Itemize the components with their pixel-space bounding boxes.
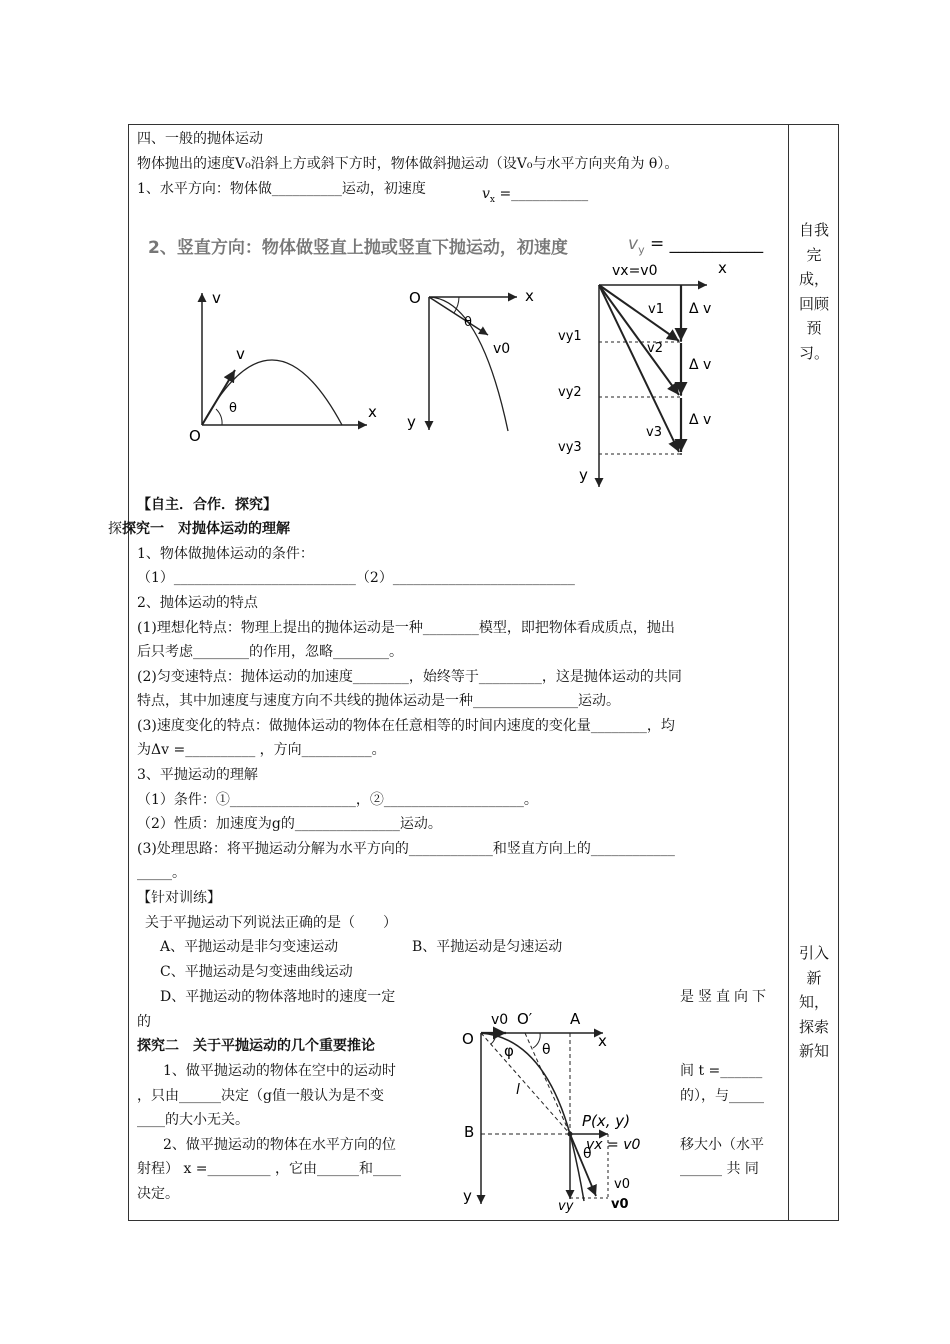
q2-1b: 后只考虑________的作用，忽略________。 <box>137 644 403 660</box>
note1-line-6: 习。 <box>798 343 829 362</box>
training-option-a: A、平抛运动是非匀变速运动 <box>160 939 339 955</box>
explore-heading: 【自主．合作．探究】 <box>137 497 277 513</box>
q3-1: （1）条件：①__________________，②____________________。 <box>137 792 538 808</box>
fig3-top-label: vx=v0 <box>612 263 658 279</box>
inquiry2-title: 探究二 关于平抛运动的几个重要推论 <box>137 1038 375 1054</box>
inquiry2-p1a: 1、做平抛运动的物体在空中的运动时 <box>163 1063 396 1079</box>
training-option-b: B、平抛运动是匀速运动 <box>412 939 563 955</box>
fig3-v2-label: v2 <box>647 341 663 356</box>
inquiry2-p1c: ____的大小无关。 <box>137 1112 249 1128</box>
inquiry2-p1b-right: 的），与_____ <box>680 1088 764 1104</box>
note2-line-4: 探索 <box>798 1017 829 1036</box>
vertical-text: 2、竖直方向：物体做竖直上抛或竖直下抛运动，初速度 <box>148 238 568 258</box>
fig3-dv-label-3: Δ v <box>689 412 712 428</box>
section4-intro: 物体抛出的速度V₀沿斜上方或斜下方时，物体做斜抛运动（设V₀与水平方向夹角为 θ）。 <box>137 156 679 172</box>
table-left-border <box>128 124 129 1221</box>
fig4-phi-label: φ <box>504 1042 514 1060</box>
fig4-theta2-label: θ <box>583 1146 592 1162</box>
horizontal-text: 1、水平方向：物体做__________运动，初速度 <box>137 181 426 197</box>
fig4-l-label: l <box>516 1082 520 1098</box>
fig2-angle-label: θ <box>464 315 472 330</box>
q2-2b: 特点，其中加速度与速度方向不共线的抛体运动是一种_______________运动。 <box>137 693 620 709</box>
fig4-v0-b: v0 <box>611 1197 629 1212</box>
q2-3b: 为Δv =__________ ，方向__________。 <box>137 742 386 758</box>
q1: 1、物体做抛体运动的条件： <box>137 546 314 562</box>
fig4-oprime-label: O′ <box>517 1010 533 1028</box>
fig3-v2-arrow <box>599 285 679 395</box>
figure1-oblique <box>189 289 377 445</box>
inquiry2-p2a: 2、做平抛运动的物体在水平方向的位 <box>163 1137 396 1153</box>
fig1-angle-label: θ <box>229 401 237 416</box>
fig3-vy3-label: vy3 <box>558 440 582 455</box>
vx-sub: x <box>489 194 495 205</box>
fig3-v1-arrow <box>599 285 679 341</box>
fig4-trajectory <box>481 1033 584 1201</box>
fig3-y-label: y <box>579 466 588 484</box>
vy-eq: = ___________ <box>649 234 764 254</box>
note1-line-3: 成， <box>798 270 829 288</box>
note2-line-5: 新知 <box>798 1042 829 1060</box>
fig4-x-label: x <box>598 1032 607 1050</box>
figure4-projectile-inferences <box>458 1006 678 1214</box>
vy-formula <box>628 234 763 256</box>
figures-row <box>175 255 785 490</box>
fig4-y-label: y <box>463 1187 472 1205</box>
fig3-v3-arrow <box>599 285 679 452</box>
section4-horizontal <box>137 180 426 198</box>
inquiry2-p2b-right: ______ 共 同 <box>680 1161 759 1177</box>
note1-line-4: 回顾 <box>798 294 829 313</box>
fig4-point-p <box>568 1132 573 1137</box>
figure2-horizontal <box>407 287 534 431</box>
fig4-vy-label: vy <box>558 1199 574 1214</box>
inquiry2-p1a-right: 间 t =______ <box>680 1063 763 1079</box>
fig2-v0-label: v0 <box>493 341 511 357</box>
vx-formula <box>482 186 588 205</box>
table-bottom-border <box>128 1220 839 1221</box>
inquiry2-p2b: 射程） x =_________ ，它由______和____ <box>137 1161 401 1177</box>
fig2-y-label: y <box>407 413 416 431</box>
q3-2: （2）性质：加速度为g的_______________运动。 <box>137 816 442 832</box>
vx-symbol: v <box>482 186 490 202</box>
fig4-o-label: O <box>462 1030 474 1048</box>
note2-line-1: 引入 <box>798 944 829 962</box>
fig3-x-label: x <box>718 259 727 277</box>
fig4-a-label: A <box>570 1010 581 1028</box>
note1-line-2: 完 <box>806 245 822 264</box>
q2-3a: (3)速度变化的特点：做抛体运动的物体在任意相等的时间内速度的变化量________，均 <box>137 718 675 734</box>
section4-title: 四、一般的抛体运动 <box>137 131 263 147</box>
fig3-vy2-label: vy2 <box>558 385 582 400</box>
figure3-velocity-changes <box>558 259 727 487</box>
fig1-v-axis-label: v <box>212 289 221 307</box>
training-option-c: C、平抛运动是匀变速曲线运动 <box>160 964 353 980</box>
inquiry1-title: 探究一 对抛体运动的理解 <box>122 521 290 537</box>
q3-3b: _____。 <box>137 865 186 881</box>
fig1-vector-label: v <box>236 345 245 363</box>
training-option-d-tail: 的 <box>137 1014 151 1030</box>
sidebar-note-new-knowledge <box>794 941 834 1064</box>
q3: 3、平抛运动的理解 <box>137 767 258 783</box>
fig4-theta-label: θ <box>542 1042 551 1058</box>
fig3-dv-label-1: Δ v <box>689 301 712 317</box>
vy-symbol: v <box>628 234 639 254</box>
fig1-trajectory <box>202 360 342 425</box>
q2-2a: (2)匀变速特点：抛体运动的加速度________，始终等于_________，这是抛体运动的共同 <box>137 669 682 685</box>
vx-eq: =___________ <box>499 186 589 202</box>
fig2-origin: O <box>409 289 421 307</box>
inquiry2-p2a-right: 移大小（水平 <box>680 1137 764 1153</box>
fig3-dv-label-2: Δ v <box>689 357 712 373</box>
table-top-border <box>128 124 839 125</box>
fig3-vy1-label: vy1 <box>558 329 582 344</box>
training-heading: 【针对训练】 <box>137 890 221 906</box>
fig3-v1-label: v1 <box>648 302 664 317</box>
training-question: 关于平抛运动下列说法正确的是（ ） <box>145 915 397 931</box>
inquiry2-p2c: 决定。 <box>137 1186 179 1202</box>
sidebar-note-preview <box>794 218 834 365</box>
inquiry2-p1b: ，只由______决定（g值一般认为是不变 <box>137 1088 384 1104</box>
training-option-d-right: 是竖直向下 <box>680 989 770 1005</box>
fig3-v3-label: v3 <box>646 425 662 440</box>
fig1-origin: O <box>189 427 201 445</box>
fig4-v0-a: v0 <box>614 1177 630 1192</box>
fig4-b-label: B <box>464 1123 475 1141</box>
inquiry1-prefix: 探 <box>108 521 122 537</box>
fig1-x-label: x <box>368 403 377 421</box>
table-right-border <box>838 124 839 1221</box>
fig1-angle-arc <box>216 409 222 425</box>
fig4-p-label: P(x, y) <box>582 1112 631 1130</box>
fig4-theta-arc <box>533 1033 540 1048</box>
fig2-x-label: x <box>525 287 534 305</box>
table-column-divider <box>788 124 789 1221</box>
note1-line-1: 自我 <box>798 221 829 239</box>
note1-line-5: 预 <box>806 319 822 337</box>
q2-1a: (1)理想化特点：物理上提出的抛体运动是一种________模型，即把物体看成质点，抛出 <box>137 620 675 636</box>
q1-blanks: （1）__________________________（2）__________________________ <box>137 570 575 586</box>
q2: 2、抛体运动的特点 <box>137 595 258 611</box>
note2-line-3: 知， <box>798 993 829 1011</box>
training-option-d: D、平抛运动的物体落地时的速度一定 <box>160 989 396 1005</box>
fig4-vx-eq: vx = v0 <box>586 1137 641 1153</box>
fig1-v-vector <box>202 370 235 425</box>
fig4-v0-label: v0 <box>491 1012 509 1028</box>
fig4-dash-o-to-p <box>481 1033 570 1134</box>
note2-line-2: 新 <box>806 968 822 987</box>
q3-3a: (3)处理思路：将平抛运动分解为水平方向的____________和竖直方向上的____________ <box>137 841 675 857</box>
vy-sub: y <box>638 243 645 257</box>
